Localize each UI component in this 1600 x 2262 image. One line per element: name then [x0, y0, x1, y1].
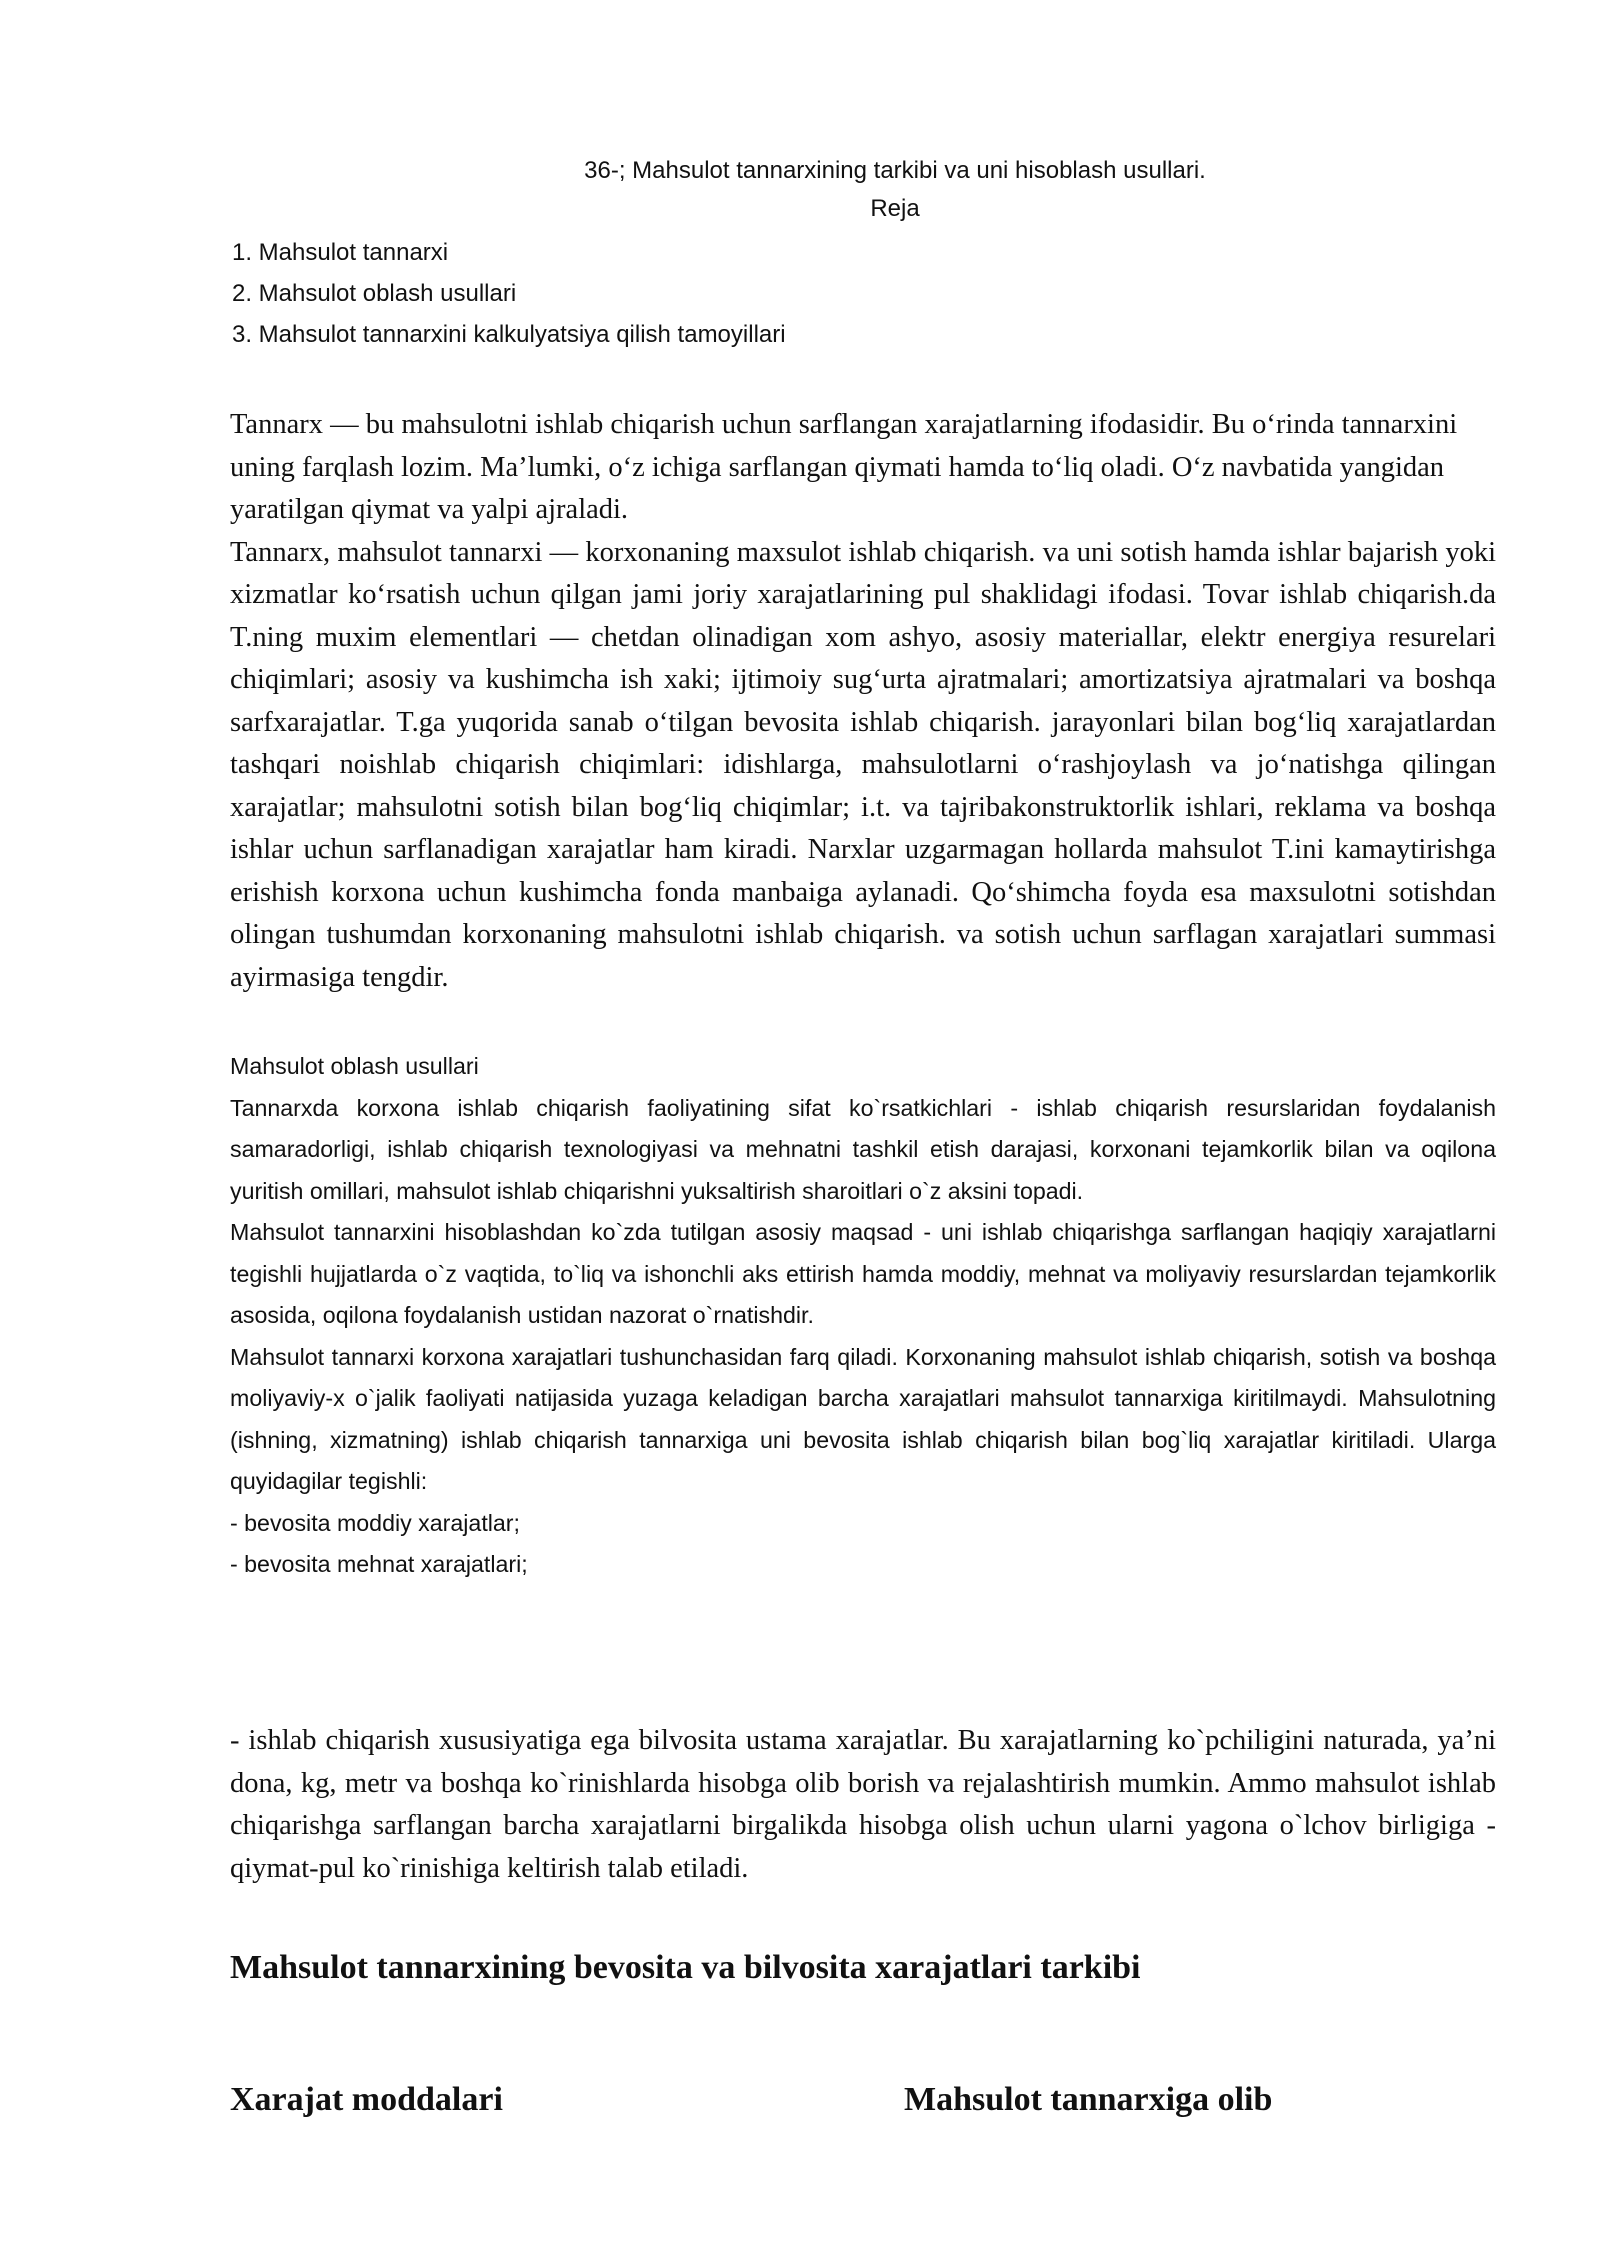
paragraph-hisoblash-maqsad: Mahsulot tannarxini hisoblashdan ko`zda tutilgan asosiy maqsad - uni ishlab chiqarishga sarflangan haqiqiy xarajatlarni tegishli hujjatlarda o`z vaqtida, to`liq va ishonchli aks ettirish hamda moddiy, mehnat va moliyaviy resurslardan tejamkorlik asosida, oqilona foydalanish ustidan nazorat o`rnatishdir. [230, 1219, 1496, 1328]
column-heading-xarajat-moddalari: Xarajat moddalari [230, 2081, 503, 2118]
column-heading-tannarxiga-olib: Mahsulot tannarxiga olib [904, 2081, 1273, 2118]
paragraph-tannarx-elements: Tannarx, mahsulot tannarxi — korxonaning maxsulot ishlab chiqarish. va uni sotish hamda ishlar bajarish yoki xizmatlar ko‘rsatish uchun qilgan jami joriy xarajatlarining pul shaklidagi ifodasi. Tovar ishlab chiqarish.da T.ning muxim elementlari — chetdan olinadigan xom ashyo, asosiy materiallar, elektr energiya resurelari chiqimlari; asosiy va kushimcha ish xaki; ijtimoiy sug‘urta ajratmalari; amortizatsiya ajratmalari va boshqa sarfxarajatlar. T.ga yuqorida sanab o‘tilgan bevosita ishlab chiqarish. jarayonlari bilan bog‘liq xarajatlardan tashqari noishlab chiqarish chiqimlari: idishlarga, mahsulotlarni o‘rashjoylash va jo‘natishga qilingan xarajatlar; mahsulotni sotish bilan bog‘liq chiqimlar; i.t. va tajribakonstruktorlik ishlari, reklama va boshqa ishlar uchun sarflanadigan xarajatlar ham kiradi. Narxlar uzgarmagan hollarda mahsulot T.ini kamaytirishga erishish korxona uchun kushimcha fonda manbaiga aylanadi. Qo‘shimcha foyda esa maxsulotni sotishdan olingan tushumdan korxonaning mahsulotni ishlab chiqarish. va sotish uchun sarflagan xarajatlari summasi ayirmasiga tengdir. [230, 536, 1496, 993]
section-heading: Mahsulot tannarxining bevosita va bilvosita xarajatlari tarkibi [230, 1949, 1141, 1986]
paragraph-ustama-xarajatlar: - ishlab chiqarish xususiyatiga ega bilvosita ustama xarajatlar. Bu xarajatlarning ko`pchiligini naturada, ya’ni dona, kg, metr va boshqa ko`rinishlarda hisobga olib borish va rejalashtirish mumkin. Ammo mahsulot ishlab chiqarishga sarflangan barcha xarajatlarni birgalikda hisobga olish uchun ularni yagona o`lchov birligiga - qiymat-pul ko`rinishiga keltirish talab etiladi. [230, 1725, 1496, 1884]
plan-item: 2. Mahsulot oblash usullari [232, 280, 517, 307]
sans-section [230, 1046, 1496, 1586]
plan-label: Reja [870, 195, 920, 222]
paragraph-korxona-xarajatlari: Mahsulot tannarxi korxona xarajatlari tushunchasidan farq qiladi. Korxonaning mahsulot ishlab chiqarish, sotish va boshqa moliyaviy-x o`jalik faoliyati natijasida yuzaga keladigan barcha xarajatlari mahsulot tannarxiga kiritilmaydi. Mahsulotning (ishning, xizmatning) ishlab chiqarish tannarxiga uni bevosita ishlab chiqarish bilan bog`liq xarajatlar kiritiladi. Ularga quyidagilar tegishli: [230, 1343, 1496, 1494]
paragraph-tannarxda: Tannarxda korxona ishlab chiqarish faoliyatining sifat ko`rsatkichlari - ishlab chiqarish resurslaridan foydalanish samaradorligi, ishlab chiqarish texnologiyasi va mehnatni tashkil etish darajasi, korxonani tejamkorlik bilan va oqilona yuritish omillari, mahsulot ishlab chiqarishni yuksaltirish sharoitlari o`z aksini topadi. [230, 1094, 1496, 1204]
plan-item: 1. Mahsulot tannarxi [232, 239, 449, 266]
bullet-mehnat: - bevosita mehnat xarajatlari; [230, 1551, 528, 1577]
subheading-oblash-usullari: Mahsulot oblash usullari [230, 1053, 479, 1079]
paragraph-tannarx-definition: Tannarx — bu mahsulotni ishlab chiqarish uchun sarflangan xarajatlarning ifodasidir. Bu o‘rinda tannarxini uning farqlash lozim. Ma’lumki, o‘z ichiga sarflangan qiymati hamda to‘liq oladi. O‘z navbatida yangidan yaratilgan qiymat va yalpi ajraladi. [230, 409, 1458, 525]
plan-item: 3. Mahsulot tannarxini kalkulyatsiya qilish tamoyillari [232, 321, 786, 348]
plan-list [232, 232, 786, 355]
serif-section-1 [230, 404, 1496, 999]
bullet-moddiy: - bevosita moddiy xarajatlar; [230, 1509, 520, 1536]
document-title: 36-; Mahsulot tannarxining tarkibi va uni hisoblash usullari. [584, 157, 1206, 184]
serif-section-2 [230, 1720, 1496, 1890]
